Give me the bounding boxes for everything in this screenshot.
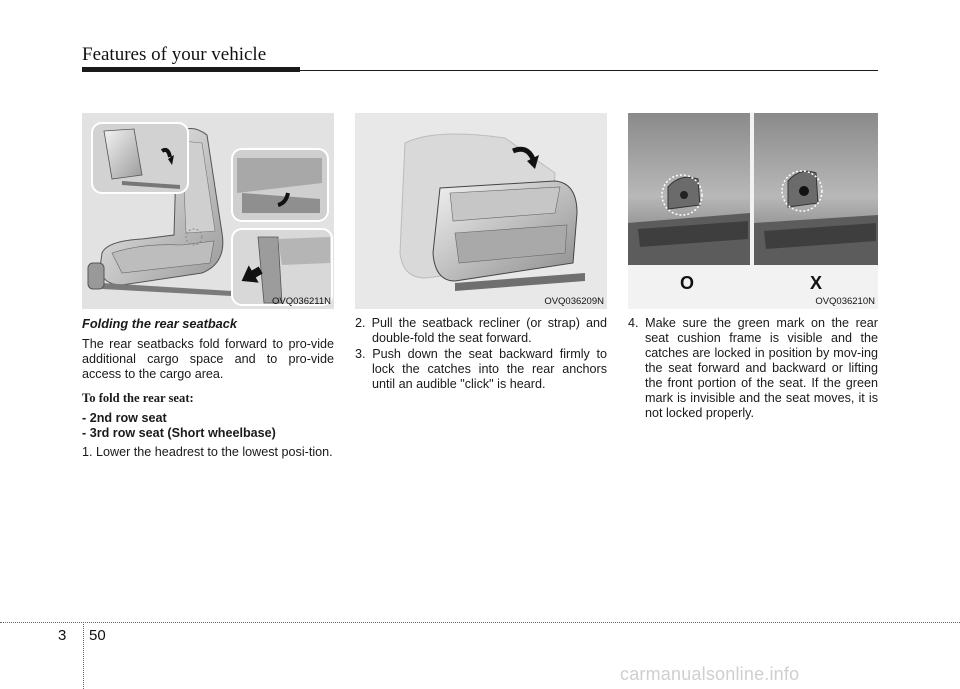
subheading: To fold the rear seat: [82, 391, 194, 405]
step-4: 4. Make sure the green mark on the rear seat cushion frame is visible and the catches are locked in position by mov-ing the seat forward and backward or lifting the front portion of the seat. If the green mark is invisible and the seat moves, it is not locked properly. [628, 316, 878, 420]
footer-divider [83, 622, 84, 689]
header-rule-thin [300, 70, 878, 71]
watermark: carmanualsonline.info [620, 664, 800, 684]
applies-to-line: - 3rd row seat (Short wheelbase) [82, 426, 276, 440]
text-column-3 [628, 316, 878, 421]
applies-to-line: - 2nd row seat [82, 411, 167, 425]
footer-rule [0, 622, 960, 623]
section-heading: Folding the rear seatback [82, 316, 238, 331]
seat-illustration-2 [355, 113, 607, 309]
lock-bad-label: X [810, 273, 823, 293]
step-3: 3. Push down the seat backward firmly to lock the catches into the rear anchors until an audible "click" is heard. [355, 347, 607, 391]
figure-lock-comparison [628, 113, 878, 309]
header-title: Features of your vehicle [82, 44, 267, 65]
header-rule-thick [82, 67, 300, 72]
text-column-2 [355, 316, 607, 392]
page-number: 50 [89, 627, 106, 644]
step-2: 2. Pull the seatback recliner (or strap) and double-fold the seat forward. [355, 316, 607, 345]
step-1: 1. Lower the headrest to the lowest posi-tion. [82, 445, 333, 459]
figure-code: OVQ036211N [272, 296, 331, 307]
figure-seat-headrest [82, 113, 334, 309]
figure-seat-folded [355, 113, 607, 309]
figure-code: OVQ036210N [815, 296, 875, 307]
chapter-number: 3 [58, 627, 67, 644]
seat-illustration-1 [82, 113, 334, 309]
intro-paragraph: The rear seatbacks fold forward to pro-vide additional cargo space and to pro-vide access to the cargo area. [82, 337, 334, 381]
lock-illustration [628, 113, 878, 309]
figure-code: OVQ036209N [544, 296, 604, 307]
text-column-1 [82, 316, 334, 460]
lock-ok-label: O [680, 273, 695, 293]
